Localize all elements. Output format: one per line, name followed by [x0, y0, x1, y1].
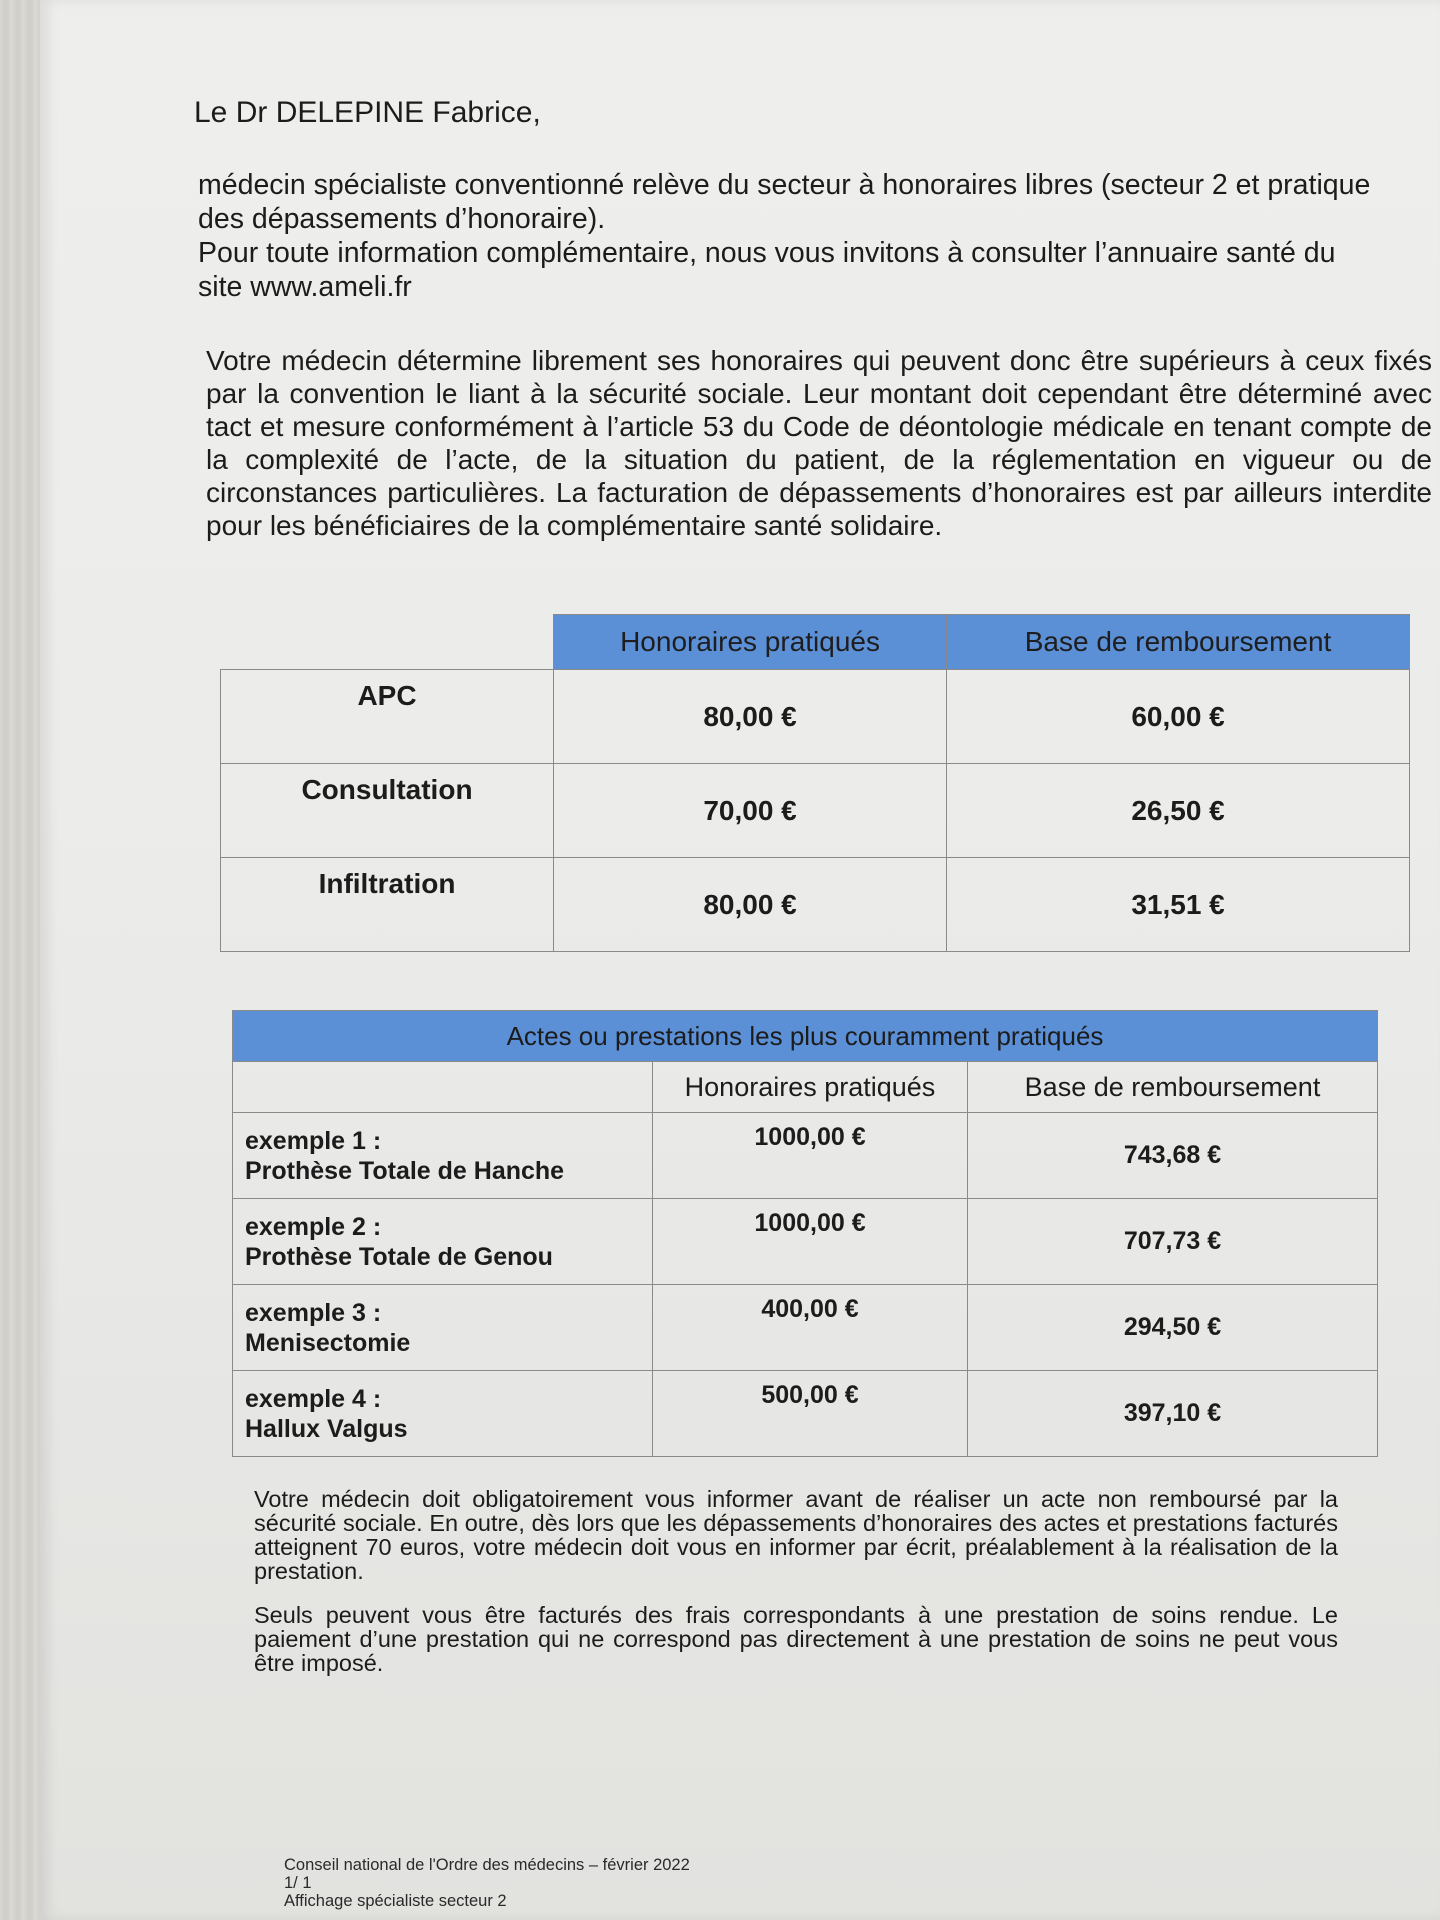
acts-header-honoraires: Honoraires pratiqués	[653, 1062, 968, 1113]
document-footer	[284, 1856, 690, 1910]
act-example-number: exemple 4 :	[245, 1384, 382, 1413]
table-row	[233, 1285, 1378, 1371]
fees-row-base: 31,51 €	[947, 858, 1410, 952]
act-label	[233, 1113, 653, 1199]
table-row	[233, 1371, 1378, 1457]
act-name: Prothèse Totale de Hanche	[245, 1156, 565, 1185]
act-fee: 1000,00 €	[653, 1199, 968, 1285]
acts-header-row	[233, 1062, 1378, 1113]
table-row	[221, 670, 1410, 764]
acts-header-blank	[233, 1062, 653, 1113]
act-fee: 1000,00 €	[653, 1113, 968, 1199]
fees-row-label: APC	[221, 670, 554, 764]
policy-emphasis: complémentaire santé solidaire.	[546, 510, 943, 541]
act-base: 397,10 €	[968, 1371, 1378, 1457]
intro-line-2: des dépassements d’honoraire).	[198, 203, 606, 235]
notice-content	[158, 96, 1440, 1695]
table-row	[221, 764, 1410, 858]
act-base: 294,50 €	[968, 1285, 1378, 1371]
fees-row-fee: 80,00 €	[554, 670, 947, 764]
fees-row-label: Consultation	[221, 764, 554, 858]
intro-paragraph	[158, 168, 1440, 304]
act-label	[233, 1199, 653, 1285]
footer-page-number: 1/ 1	[284, 1874, 312, 1892]
act-example-number: exemple 3 :	[245, 1298, 382, 1327]
act-example-number: exemple 2 :	[245, 1212, 382, 1241]
fees-header-base: Base de remboursement	[947, 615, 1410, 670]
policy-text: Votre médecin détermine librement ses honoraires qui peuvent donc être supérieurs à ceux fixés par la convention le liant à la sécurité sociale. Leur montant doit cependant être déterminé avec tact et mesure conformément à l’article 53 du Code de déontologie médicale en tenant compte de la complexité de l’acte, de la situation du patient, de la réglementation en vigueur ou de circonstances particulières. La facturation de dépassements d’honoraires est par ailleurs interdite pour les bénéficiaires de la	[206, 345, 1432, 541]
intro-line-4: site www.ameli.fr	[198, 271, 412, 303]
footer-issuer: Conseil national de l'Ordre des médecins – février 2022	[284, 1856, 690, 1874]
acts-table-title: Actes ou prestations les plus couramment pratiqués	[233, 1011, 1378, 1062]
fees-table-header-row	[221, 615, 1410, 670]
information-notice	[254, 1487, 1338, 1675]
intro-line-1: médecin spécialiste conventionné relève du secteur à honoraires libres (secteur 2 et pratique	[198, 169, 1371, 201]
table-row	[221, 858, 1410, 952]
fees-table	[220, 614, 1410, 952]
fees-row-fee: 70,00 €	[554, 764, 947, 858]
doctor-greeting: Le Dr DELEPINE Fabrice,	[194, 96, 541, 129]
acts-title-row	[233, 1011, 1378, 1062]
footer-document-type: Affichage spécialiste secteur 2	[284, 1892, 507, 1910]
notice-paragraph-1: Votre médecin doit obligatoirement vous informer avant de réaliser un acte non remboursé par la sécurité sociale. En outre, dès lors que les dépassements d’honoraires des actes et prestations facturés atteignent 70 euros, votre médecin doit vous en informer par écrit, préalablement à la réalisation de la prestation.	[254, 1486, 1338, 1584]
fees-row-base: 60,00 €	[947, 670, 1410, 764]
act-name: Menisectomie	[245, 1328, 411, 1357]
act-label	[233, 1371, 653, 1457]
fees-table-corner	[221, 615, 554, 670]
common-acts-table	[232, 1010, 1378, 1457]
act-label	[233, 1285, 653, 1371]
act-base: 707,73 €	[968, 1199, 1378, 1285]
table-row	[233, 1113, 1378, 1199]
fees-row-base: 26,50 €	[947, 764, 1410, 858]
act-base: 743,68 €	[968, 1113, 1378, 1199]
notice-paragraph-2: Seuls peuvent vous être facturés des frais correspondants à une prestation de soins rendue. Le paiement d’une prestation qui ne correspond pas directement à une prestation de soins ne peut vous être imposé.	[254, 1602, 1338, 1676]
table-row	[233, 1199, 1378, 1285]
posted-notice-sheet	[40, 0, 1440, 1920]
intro-line-3: Pour toute information complémentaire, nous vous invitons à consulter l’annuaire santé du	[198, 237, 1336, 269]
fees-row-label: Infiltration	[221, 858, 554, 952]
fees-policy-paragraph	[206, 344, 1432, 542]
act-name: Prothèse Totale de Genou	[245, 1242, 553, 1271]
acts-header-base: Base de remboursement	[968, 1062, 1378, 1113]
act-example-number: exemple 1 :	[245, 1126, 382, 1155]
fees-header-honoraires: Honoraires pratiqués	[554, 615, 947, 670]
fees-row-fee: 80,00 €	[554, 858, 947, 952]
act-fee: 500,00 €	[653, 1371, 968, 1457]
act-fee: 400,00 €	[653, 1285, 968, 1371]
act-name: Hallux Valgus	[245, 1414, 408, 1443]
